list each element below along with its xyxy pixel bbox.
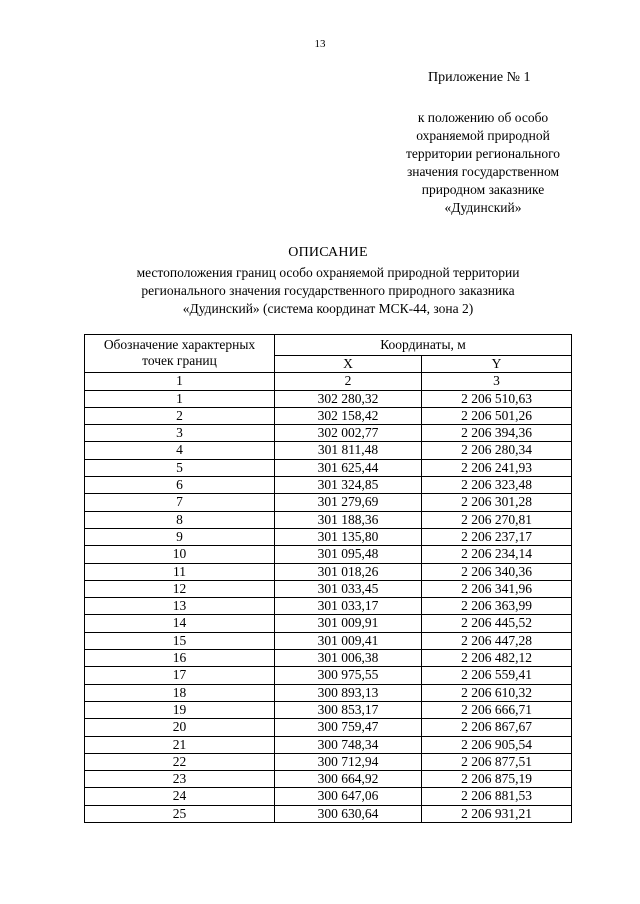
x-coordinate-cell: 301 095,48 bbox=[275, 546, 422, 563]
y-coordinate-cell: 2 206 610,32 bbox=[422, 684, 572, 701]
x-coordinate-cell: 300 712,94 bbox=[275, 753, 422, 770]
subheading-line: местоположения границ особо охраняемой природной территории bbox=[136, 265, 520, 280]
x-coordinate-cell: 301 033,17 bbox=[275, 598, 422, 615]
point-number-cell: 20 bbox=[85, 719, 275, 736]
y-coordinate-cell: 2 206 510,63 bbox=[422, 390, 572, 407]
point-number-cell: 22 bbox=[85, 753, 275, 770]
appendix-text bbox=[388, 109, 578, 217]
table-row bbox=[85, 459, 572, 476]
y-coordinate-cell: 2 206 341,96 bbox=[422, 580, 572, 597]
table-body bbox=[85, 390, 572, 822]
y-coordinate-cell: 2 206 301,28 bbox=[422, 494, 572, 511]
header-coordinates: Координаты, м bbox=[275, 335, 572, 356]
x-coordinate-cell: 300 893,13 bbox=[275, 684, 422, 701]
x-coordinate-cell: 301 135,80 bbox=[275, 528, 422, 545]
coordinates-table bbox=[84, 334, 572, 823]
table-row bbox=[85, 563, 572, 580]
point-number-cell: 13 bbox=[85, 598, 275, 615]
table-row bbox=[85, 407, 572, 424]
y-coordinate-cell: 2 206 482,12 bbox=[422, 650, 572, 667]
x-coordinate-cell: 300 759,47 bbox=[275, 719, 422, 736]
point-number-cell: 11 bbox=[85, 563, 275, 580]
document-heading: ОПИСАНИЕ bbox=[288, 245, 368, 260]
header-points-line: Обозначение характерных bbox=[103, 337, 256, 352]
x-coordinate-cell: 301 006,38 bbox=[275, 650, 422, 667]
y-coordinate-cell: 2 206 867,67 bbox=[422, 719, 572, 736]
y-coordinate-cell: 2 206 905,54 bbox=[422, 736, 572, 753]
x-coordinate-cell: 300 975,55 bbox=[275, 667, 422, 684]
x-coordinate-cell: 301 279,69 bbox=[275, 494, 422, 511]
appendix-line: значения государственном bbox=[406, 164, 560, 179]
point-number-cell: 7 bbox=[85, 494, 275, 511]
table-row bbox=[85, 494, 572, 511]
x-coordinate-cell: 300 630,64 bbox=[275, 805, 422, 822]
point-number-cell: 4 bbox=[85, 442, 275, 459]
point-number-cell: 3 bbox=[85, 425, 275, 442]
point-number-cell: 5 bbox=[85, 459, 275, 476]
table-row bbox=[85, 719, 572, 736]
x-coordinate-cell: 301 009,41 bbox=[275, 632, 422, 649]
table-row bbox=[85, 598, 572, 615]
x-coordinate-cell: 301 324,85 bbox=[275, 477, 422, 494]
point-number-cell: 14 bbox=[85, 615, 275, 632]
y-coordinate-cell: 2 206 445,52 bbox=[422, 615, 572, 632]
point-number-cell: 25 bbox=[85, 805, 275, 822]
y-coordinate-cell: 2 206 237,17 bbox=[422, 528, 572, 545]
table-row bbox=[85, 390, 572, 407]
table-row bbox=[85, 580, 572, 597]
table-row bbox=[85, 667, 572, 684]
point-number-cell: 16 bbox=[85, 650, 275, 667]
point-number-cell: 12 bbox=[85, 580, 275, 597]
table-row bbox=[85, 805, 572, 822]
table-row bbox=[85, 425, 572, 442]
column-number: 2 bbox=[275, 373, 422, 390]
y-coordinate-cell: 2 206 340,36 bbox=[422, 563, 572, 580]
x-coordinate-cell: 301 033,45 bbox=[275, 580, 422, 597]
y-coordinate-cell: 2 206 877,51 bbox=[422, 753, 572, 770]
point-number-cell: 15 bbox=[85, 632, 275, 649]
point-number-cell: 9 bbox=[85, 528, 275, 545]
table-row bbox=[85, 546, 572, 563]
x-coordinate-cell: 302 002,77 bbox=[275, 425, 422, 442]
header-points bbox=[85, 335, 275, 373]
x-coordinate-cell: 301 188,36 bbox=[275, 511, 422, 528]
x-coordinate-cell: 301 625,44 bbox=[275, 459, 422, 476]
x-coordinate-cell: 300 853,17 bbox=[275, 701, 422, 718]
table-row bbox=[85, 771, 572, 788]
header-points-line: точек границ bbox=[142, 353, 217, 368]
point-number-cell: 23 bbox=[85, 771, 275, 788]
table-row bbox=[85, 615, 572, 632]
table-row bbox=[85, 650, 572, 667]
subheading-line: «Дудинский» (система координат МСК-44, зона 2) bbox=[182, 301, 474, 316]
y-coordinate-cell: 2 206 666,71 bbox=[422, 701, 572, 718]
y-coordinate-cell: 2 206 559,41 bbox=[422, 667, 572, 684]
y-coordinate-cell: 2 206 447,28 bbox=[422, 632, 572, 649]
appendix-line: «Дудинский» bbox=[444, 200, 522, 215]
point-number-cell: 19 bbox=[85, 701, 275, 718]
y-coordinate-cell: 2 206 881,53 bbox=[422, 788, 572, 805]
page-number: 13 bbox=[314, 38, 326, 50]
subheading-line: регионального значения государственного природного заказника bbox=[141, 283, 515, 298]
column-number: 3 bbox=[422, 373, 572, 390]
table-row bbox=[85, 684, 572, 701]
y-coordinate-cell: 2 206 501,26 bbox=[422, 407, 572, 424]
point-number-cell: 24 bbox=[85, 788, 275, 805]
y-coordinate-cell: 2 206 875,19 bbox=[422, 771, 572, 788]
y-coordinate-cell: 2 206 323,48 bbox=[422, 477, 572, 494]
table-row bbox=[85, 477, 572, 494]
table-row bbox=[85, 528, 572, 545]
table-row bbox=[85, 701, 572, 718]
table-row bbox=[85, 632, 572, 649]
header-y: Y bbox=[422, 356, 572, 373]
point-number-cell: 8 bbox=[85, 511, 275, 528]
y-coordinate-cell: 2 206 270,81 bbox=[422, 511, 572, 528]
appendix-line: охраняемой природной bbox=[416, 128, 550, 143]
point-number-cell: 21 bbox=[85, 736, 275, 753]
point-number-cell: 6 bbox=[85, 477, 275, 494]
table-row bbox=[85, 788, 572, 805]
y-coordinate-cell: 2 206 280,34 bbox=[422, 442, 572, 459]
y-coordinate-cell: 2 206 931,21 bbox=[422, 805, 572, 822]
table-row bbox=[85, 511, 572, 528]
y-coordinate-cell: 2 206 234,14 bbox=[422, 546, 572, 563]
x-coordinate-cell: 300 664,92 bbox=[275, 771, 422, 788]
point-number-cell: 2 bbox=[85, 407, 275, 424]
point-number-cell: 1 bbox=[85, 390, 275, 407]
point-number-cell: 18 bbox=[85, 684, 275, 701]
y-coordinate-cell: 2 206 394,36 bbox=[422, 425, 572, 442]
x-coordinate-cell: 300 748,34 bbox=[275, 736, 422, 753]
header-x: X bbox=[275, 356, 422, 373]
table-row bbox=[85, 736, 572, 753]
x-coordinate-cell: 301 009,91 bbox=[275, 615, 422, 632]
appendix-line: к положению об особо bbox=[417, 110, 549, 125]
x-coordinate-cell: 300 647,06 bbox=[275, 788, 422, 805]
table-row bbox=[85, 753, 572, 770]
point-number-cell: 17 bbox=[85, 667, 275, 684]
appendix-line: природном заказнике bbox=[421, 182, 545, 197]
y-coordinate-cell: 2 206 241,93 bbox=[422, 459, 572, 476]
appendix-title: Приложение № 1 bbox=[428, 70, 531, 85]
table-row bbox=[85, 442, 572, 459]
x-coordinate-cell: 302 158,42 bbox=[275, 407, 422, 424]
point-number-cell: 10 bbox=[85, 546, 275, 563]
x-coordinate-cell: 302 280,32 bbox=[275, 390, 422, 407]
y-coordinate-cell: 2 206 363,99 bbox=[422, 598, 572, 615]
column-number: 1 bbox=[85, 373, 275, 390]
x-coordinate-cell: 301 811,48 bbox=[275, 442, 422, 459]
document-subheading bbox=[0, 264, 640, 318]
x-coordinate-cell: 301 018,26 bbox=[275, 563, 422, 580]
appendix-line: территории регионального bbox=[405, 146, 561, 161]
